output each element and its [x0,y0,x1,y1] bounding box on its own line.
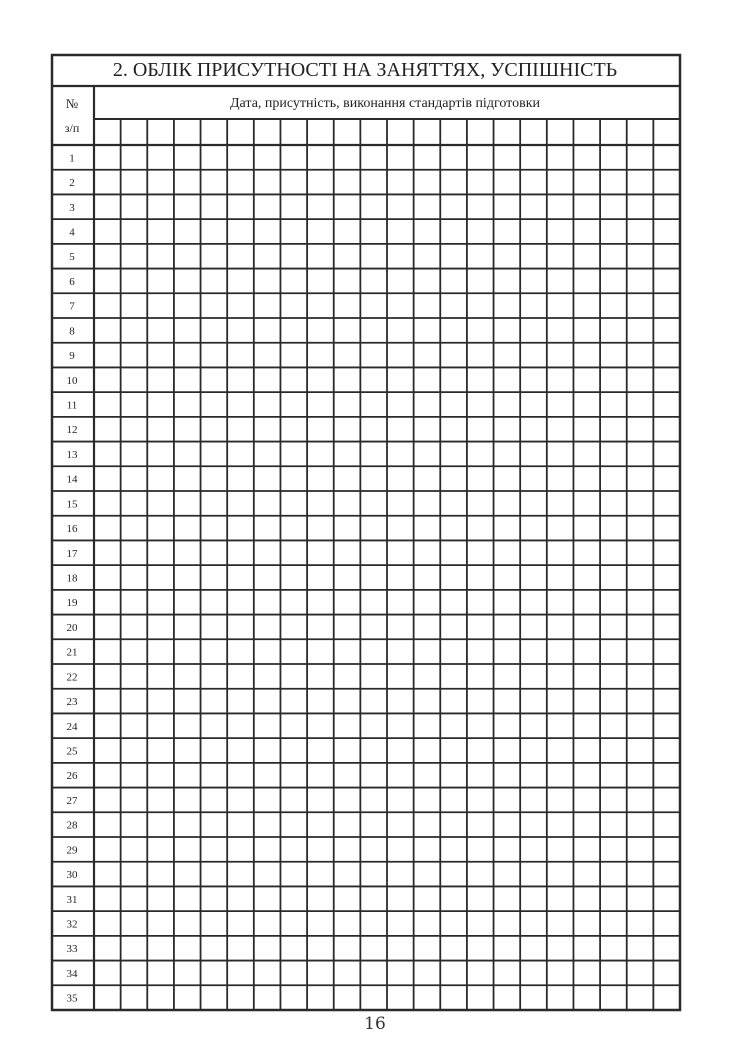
row-number: 3 [69,201,75,214]
row-number: 28 [66,819,78,832]
row-number: 14 [66,473,78,486]
row-number: 11 [66,399,78,412]
row-number-column [67,152,79,1004]
row-number: 21 [66,646,78,659]
row-number: 31 [66,893,78,906]
row-number: 20 [66,621,78,634]
row-number: 29 [66,844,78,857]
number-header-symbol: № [65,96,79,111]
row-number: 8 [69,325,75,338]
row-number: 19 [66,597,78,610]
number-header-abbr: з/п [64,121,80,135]
row-number: 4 [69,226,75,239]
table-grid [52,55,680,1010]
row-number: 30 [66,869,78,882]
row-number: 13 [66,448,78,461]
row-number: 6 [69,275,75,288]
row-number: 17 [66,547,78,560]
row-number: 33 [66,943,78,956]
row-number: 27 [66,794,78,807]
row-number: 5 [69,251,75,264]
page-title: 2. ОБЛІК ПРИСУТНОСТІ НА ЗАНЯТТЯХ, УСПІШНІСТЬ [112,59,618,81]
row-number: 1 [69,152,75,165]
columns-header: Дата, присутність, виконання стандартів підготовки [230,96,540,111]
row-number: 22 [66,671,78,684]
row-number: 23 [66,696,78,709]
page-number: 16 [364,1014,386,1034]
row-number: 35 [66,992,78,1005]
row-number: 24 [66,720,78,733]
row-number: 7 [69,300,75,313]
row-number: 9 [69,350,75,363]
row-number: 2 [69,177,75,190]
row-number: 25 [66,745,78,758]
table-border [52,55,680,1010]
row-number: 10 [66,374,78,387]
row-number: 16 [66,523,78,536]
row-number: 15 [66,498,78,511]
row-number: 32 [66,918,78,931]
row-number: 12 [66,424,78,437]
row-number: 18 [66,572,78,585]
row-number: 34 [66,967,78,980]
row-number: 26 [66,770,78,783]
